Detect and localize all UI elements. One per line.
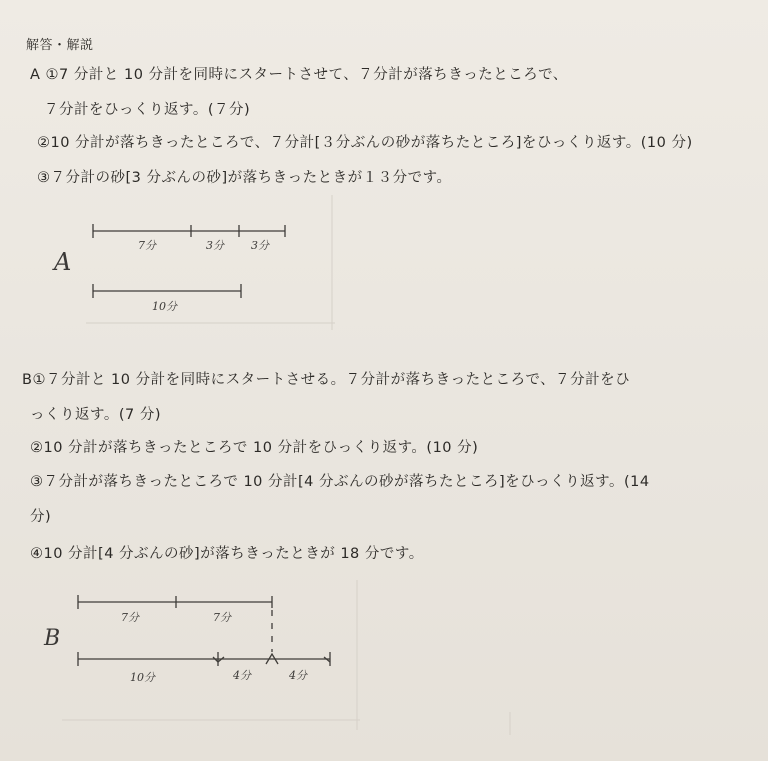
diagram-b bbox=[43, 595, 330, 684]
page-heading: 解答・解説 bbox=[26, 38, 94, 53]
section-b-line-5: 分) bbox=[30, 509, 52, 525]
section-b-line-3: ②10 分計が落ちきったところで 10 分計をひっくり返す。(10 分) bbox=[30, 440, 479, 456]
section-b-line-6: ④10 分計[4 分ぶんの砂]が落ちきったときが 18 分です。 bbox=[30, 546, 424, 562]
diagram-b-letter: B bbox=[44, 626, 61, 651]
section-b-line-1: B①７分計と 10 分計を同時にスタートさせる。７分計が落ちきったところで、７分計をひ bbox=[22, 372, 631, 388]
diagram-a bbox=[52, 224, 285, 313]
section-a-line-1: A ①7 分計と 10 分計を同時にスタートさせて、７分計が落ちきったところで、 bbox=[30, 67, 568, 83]
diagram-b-label-7a: 7分 bbox=[121, 611, 139, 624]
diagram-b-label-10: 10分 bbox=[130, 671, 155, 684]
diagram-a-label-7: 7分 bbox=[138, 239, 156, 252]
section-a-line-3: ②10 分計が落ちきったところで、７分計[３分ぶんの砂が落ちたところ]をひっくり返す。(10 分) bbox=[37, 135, 693, 151]
paper-grid bbox=[62, 195, 510, 735]
section-a-line-2: ７分計をひっくり返す。(７分) bbox=[44, 102, 251, 118]
section-b-line-2: っくり返す。(7 分) bbox=[30, 407, 161, 423]
section-b-line-4: ③７分計が落ちきったところで 10 分計[4 分ぶんの砂が落ちたところ]をひっくり返す。(14 bbox=[30, 474, 650, 490]
diagram-a-label-3a: 3分 bbox=[206, 239, 224, 252]
diagram-b-label-4b: 4分 bbox=[289, 669, 307, 682]
diagram-a-label-3b: 3分 bbox=[251, 239, 269, 252]
diagram-b-label-7b: 7分 bbox=[213, 611, 231, 624]
diagram-a-label-10: 10分 bbox=[152, 300, 177, 313]
diagram-a-letter: A bbox=[54, 248, 72, 276]
diagram-b-label-4a: 4分 bbox=[233, 669, 251, 682]
section-a-line-4: ③７分計の砂[3 分ぶんの砂]が落ちきったときが１３分です。 bbox=[37, 170, 452, 186]
